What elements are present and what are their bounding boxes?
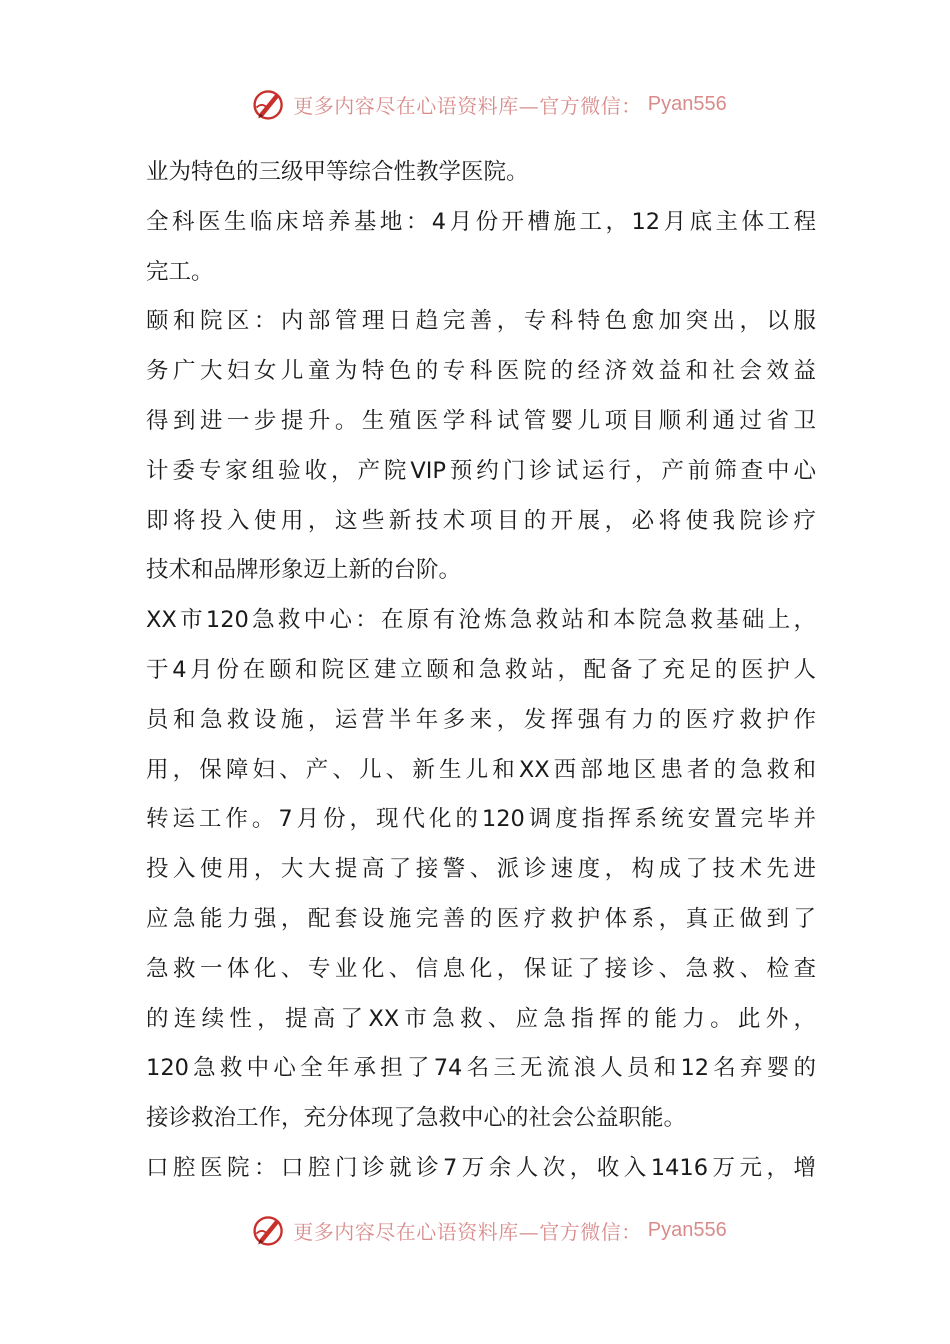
text-line: 急救一体化、专业化、信息化，保证了接诊、急救、检查	[146, 955, 816, 982]
header-banner-id: Pyan556	[647, 92, 727, 115]
text-line: 用，保障妇、产、儿、新生儿和XX西部地区患者的急救和	[146, 756, 816, 783]
text-line: 于4月份在颐和院区建立颐和急救站，配备了充足的医护人	[146, 656, 816, 683]
text-line: 得到进一步提升。生殖医学科试管婴儿项目顺利通过省卫	[146, 407, 816, 434]
pen-logo-icon	[251, 86, 287, 122]
pen-logo-icon	[251, 1212, 287, 1248]
document-body	[146, 148, 816, 1194]
text-line: 员和急救设施，运营半年多来，发挥强有力的医疗救护作	[146, 706, 816, 733]
footer-banner-id: Pyan556	[647, 1218, 727, 1241]
text-line: 口腔医院：口腔门诊就诊7万余人次，收入1416万元，增	[146, 1154, 816, 1181]
text-line: 应急能力强，配套设施完善的医疗救护体系，真正做到了	[146, 905, 816, 932]
text-line: 计委专家组验收，产院VIP预约门诊试运行，产前筛查中心	[146, 457, 816, 484]
text-line: 颐和院区：内部管理日趋完善，专科特色愈加突出，以服	[146, 308, 816, 335]
header-banner	[0, 84, 950, 124]
footer-banner-inner	[251, 1212, 726, 1248]
footer-banner-text: 更多内容尽在心语资料库—官方微信：	[293, 1219, 642, 1244]
text-line: 投入使用，大大提高了接警、派诊速度，构成了技术先进	[146, 856, 816, 883]
text-line: XX市120急救中心：在原有沧炼急救站和本院急救基础上，	[146, 607, 816, 634]
text-line: 完工。	[146, 258, 214, 285]
text-line: 全科医生临床培养基地：4月份开槽施工，12月底主体工程	[146, 208, 816, 235]
text-line: 业为特色的三级甲等综合性教学医院。	[146, 159, 529, 185]
text-line: 接诊救治工作，充分体现了急救中心的社会公益职能。	[146, 1105, 687, 1132]
text-line: 的连续性，提高了XX市急救、应急指挥的能力。此外，	[146, 1005, 816, 1032]
footer-banner	[0, 1210, 950, 1250]
header-banner-text: 更多内容尽在心语资料库—官方微信：	[293, 93, 642, 118]
text-line: 120急救中心全年承担了74名三无流浪人员和12名弃婴的	[146, 1055, 816, 1082]
text-line: 转运工作。7月份，现代化的120调度指挥系统安置完毕并	[146, 806, 816, 833]
header-banner-inner	[251, 86, 726, 122]
text-line: 技术和品牌形象迈上新的台阶。	[146, 557, 462, 584]
text-line: 即将投入使用，这些新技术项目的开展，必将使我院诊疗	[146, 507, 816, 534]
text-line: 务广大妇女儿童为特色的专科医院的经济效益和社会效益	[146, 358, 816, 385]
